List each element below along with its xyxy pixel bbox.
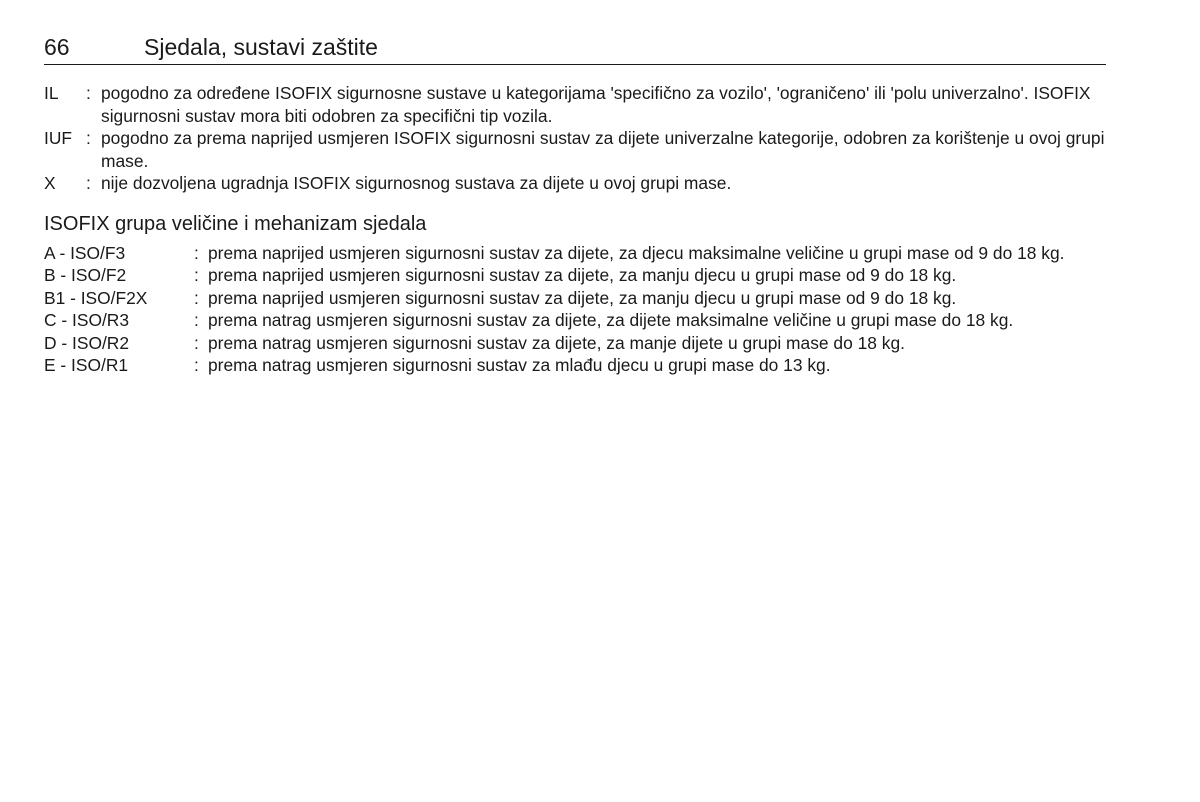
legend-text: pogodno za određene ISOFIX sigurnosne sustave u kategorijama 'specifično za vozilo', 'ograničeno' ili 'polu univerzalno'. ISOFIX sigurnosni sustav mora biti odobren za specifični tip vozila. bbox=[101, 83, 1091, 126]
mechanism-text: prema naprijed usmjeren sigurnosni sustav za dijete, za djecu maksimalne veličine u grupi mase od 9 do 18 kg. bbox=[208, 242, 1065, 263]
legend-colon: : bbox=[86, 83, 91, 103]
legend-item bbox=[44, 127, 1106, 172]
mechanism-list bbox=[44, 242, 1106, 377]
legend-code: IL bbox=[44, 83, 59, 103]
mechanism-item bbox=[44, 242, 1106, 265]
mechanism-item bbox=[44, 354, 1106, 377]
section-heading: ISOFIX grupa veličine i mehanizam sjedala bbox=[44, 212, 427, 235]
page-header bbox=[44, 34, 1106, 65]
mechanism-text: prema natrag usmjeren sigurnosni sustav za dijete, za dijete maksimalne veličine u grupi mase do 18 kg. bbox=[208, 310, 1014, 330]
mechanism-text: prema naprijed usmjeren sigurnosni sustav za dijete, za manju djecu u grupi mase od 9 do 18 kg. bbox=[208, 265, 957, 285]
mechanism-code: B - ISO/F2 bbox=[44, 265, 127, 285]
mechanism-colon: : bbox=[194, 310, 199, 330]
legend-code: IUF bbox=[44, 128, 73, 148]
legend-colon: : bbox=[86, 128, 91, 148]
page-title: Sjedala, sustavi zaštite bbox=[144, 34, 378, 60]
mechanism-code: C - ISO/R3 bbox=[44, 310, 130, 330]
mechanism-text: prema natrag usmjeren sigurnosni sustav za mlađu djecu u grupi mase do 13 kg. bbox=[208, 355, 831, 375]
page-number: 66 bbox=[44, 34, 70, 60]
legend-item bbox=[44, 172, 1106, 195]
legend-list bbox=[44, 82, 1106, 195]
legend-code: X bbox=[44, 173, 56, 193]
legend-colon: : bbox=[86, 173, 91, 193]
mechanism-code: D - ISO/R2 bbox=[44, 332, 130, 353]
mechanism-item bbox=[44, 287, 1106, 310]
mechanism-colon: : bbox=[194, 265, 199, 285]
mechanism-item bbox=[44, 332, 1106, 355]
document-page bbox=[44, 34, 1106, 377]
mechanism-colon: : bbox=[194, 355, 199, 375]
mechanism-text: prema natrag usmjeren sigurnosni sustav za dijete, za manje dijete u grupi mase do 18 kg. bbox=[208, 332, 905, 353]
legend-text: nije dozvoljena ugradnja ISOFIX sigurnosnog sustava za dijete u ovoj grupi mase. bbox=[101, 173, 732, 193]
mechanism-colon: : bbox=[194, 332, 199, 353]
mechanism-code: B1 - ISO/F2X bbox=[44, 287, 148, 308]
mechanism-colon: : bbox=[194, 287, 199, 308]
mechanism-code: A - ISO/F3 bbox=[44, 242, 126, 263]
mechanism-item bbox=[44, 264, 1106, 287]
legend-item bbox=[44, 82, 1106, 127]
mechanism-colon: : bbox=[194, 242, 199, 263]
mechanism-text: prema naprijed usmjeren sigurnosni sustav za dijete, za manju djecu u grupi mase od 9 do 18 kg. bbox=[208, 287, 957, 308]
legend-text: pogodno za prema naprijed usmjeren ISOFIX sigurnosni sustav za dijete univerzalne kategorije, odobren za korištenje u ovoj grupi mase. bbox=[101, 128, 1105, 171]
mechanism-item bbox=[44, 309, 1106, 332]
mechanism-code: E - ISO/R1 bbox=[44, 355, 129, 375]
